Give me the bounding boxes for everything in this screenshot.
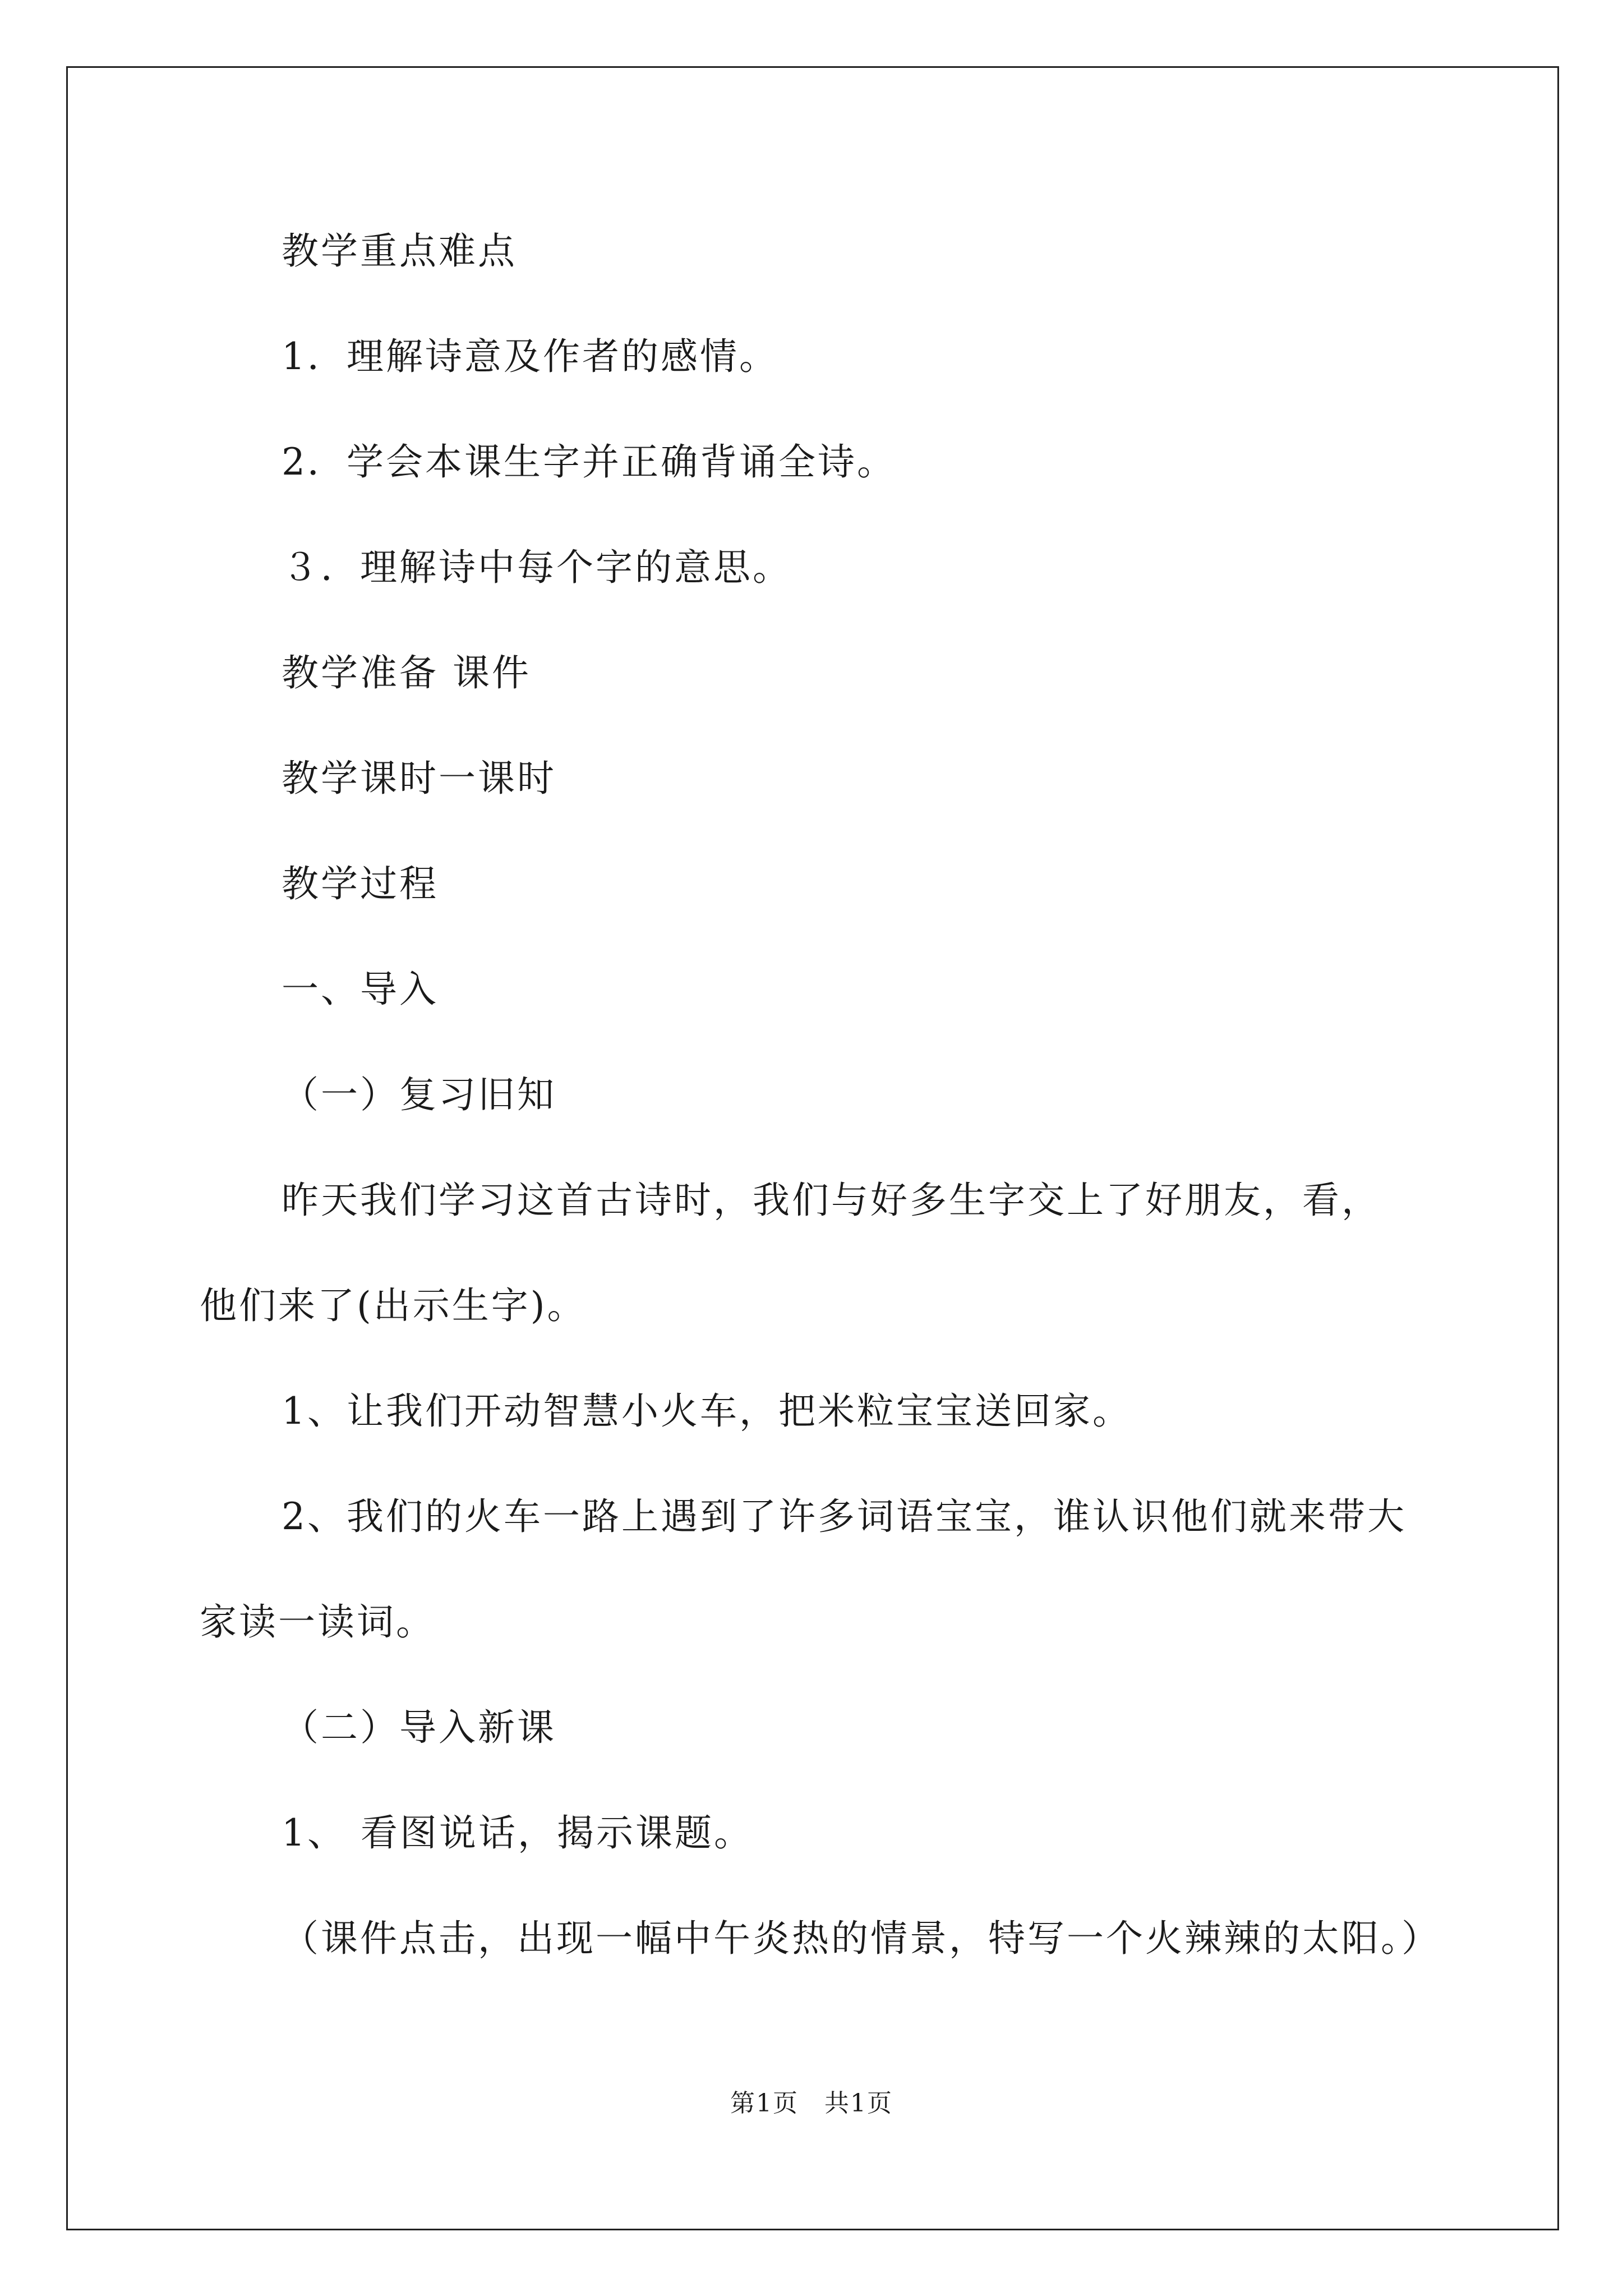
heading-preparation: 教学准备 课件 [282, 651, 531, 694]
heading-key-points: 教学重点难点 [282, 229, 517, 273]
paragraph-line: 家读一读词。 [200, 1600, 435, 1644]
paragraph-line: 1、 看图说话，揭示课题。 [282, 1811, 753, 1855]
paragraph-line: 2、我们的火车一路上遇到了许多词语宝宝，谁认识他们就来带大 [282, 1495, 1407, 1538]
paragraph-line: 昨天我们学习这首古诗时，我们与好多生字交上了好朋友，看， [282, 1179, 1381, 1222]
heading-class-hours: 教学课时一课时 [282, 757, 556, 800]
list-item: ３．理解诗中每个字的意思。 [282, 546, 792, 589]
list-item: 2．学会本课生字并正确背诵全诗。 [282, 440, 896, 484]
paragraph-line: （课件点击，出现一幅中午炎热的情景，特写一个火辣辣的太阳。） [282, 1917, 1441, 1960]
list-item: 1．理解诗意及作者的感情。 [282, 335, 778, 378]
subsection-heading: （二）导入新课 [282, 1706, 556, 1749]
paragraph-line: 他们来了(出示生字)。 [200, 1284, 587, 1327]
page-border [66, 66, 1559, 2230]
heading-process: 教学过程 [282, 862, 439, 905]
paragraph-line: 1、让我们开动智慧小火车，把米粒宝宝送回家。 [282, 1389, 1132, 1433]
section-heading: 一、导入 [282, 968, 439, 1011]
page-footer: 第1页 共1页 [730, 2089, 893, 2118]
subsection-heading: （一）复习旧知 [282, 1073, 556, 1116]
